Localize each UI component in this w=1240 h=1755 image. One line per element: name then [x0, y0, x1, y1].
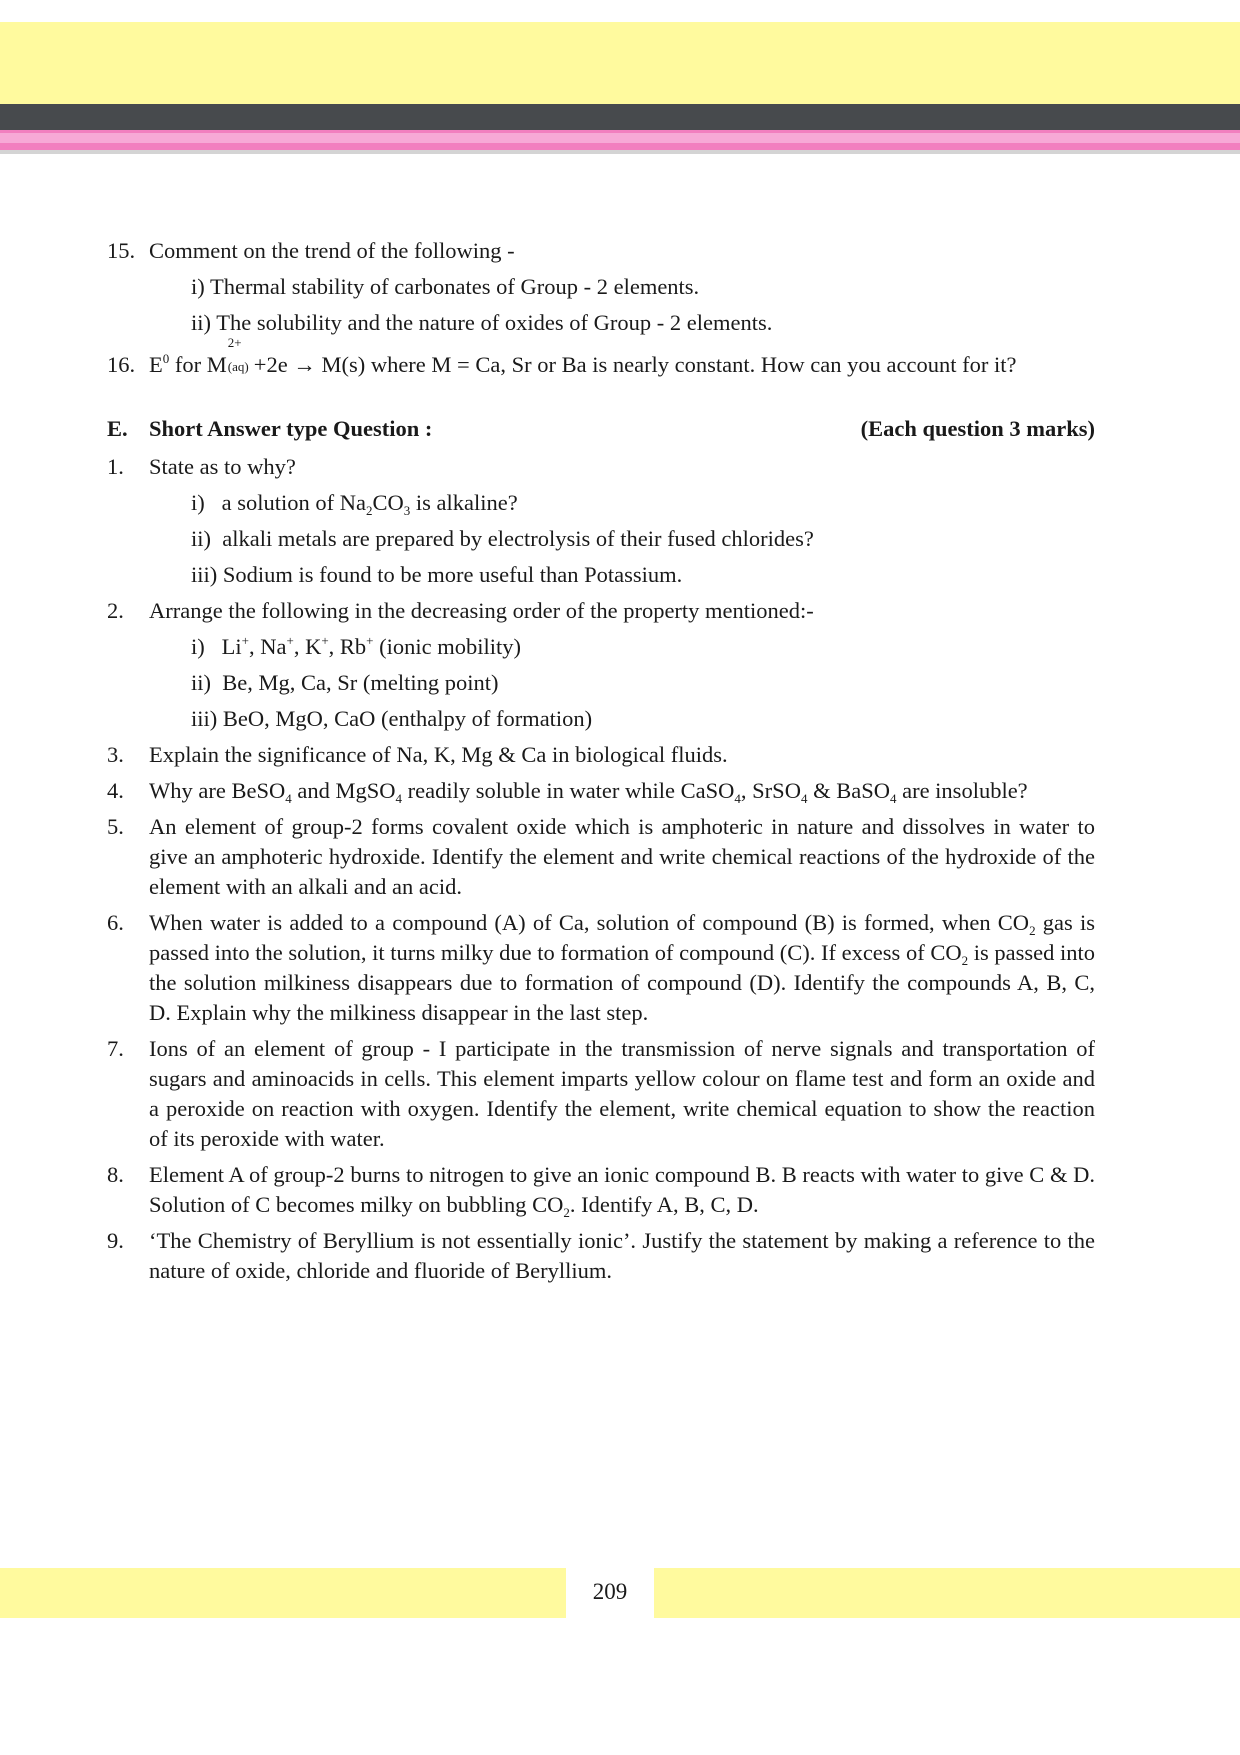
- question-e4: 4. Why are BeSO$_4$ and MgSO$_4$ readily soluble in water while CaSO$_4$, SrSO$_4$ & BaSO$_4$ are insoluble?: [107, 778, 1028, 806]
- question-e8: 8. Element A of group-2 burns to nitrogen to give an ionic compound B. B reacts with water to give C & D. Solution of C becomes milky on bubbling $CO_2$. Identify A, B, C, D.: [107, 1162, 1095, 1220]
- question-e2-part-i: i) Li+, Na+, K+, Rb+ (ionic mobility): [191, 633, 521, 659]
- question-15: 15. Comment on the trend of the following - i) Thermal stability of carbonates of Group - 2 elements. ii) The solubility and the nature of oxides of Group - 2 elements.: [107, 236, 1095, 338]
- question-e3: 3. Explain the significance of Na, K, Mg & Ca in biological fluids.: [107, 742, 728, 767]
- question-15-part-i: i) Thermal stability of carbonates of Group - 2 elements.: [191, 274, 700, 299]
- question-e1: 1. State as to why? i) a solution of $Na_2CO_3$ is alkaline? ii) alkali metals are prepared by electrolysis of their fused chlorides? iii) Sodium is found to be more useful than Potassium.: [107, 452, 1095, 590]
- question-e1-part-iii: iii) Sodium is found to be more useful than Potassium.: [191, 562, 683, 587]
- question-e1-part-i: i) a solution of $Na_2CO_3$ is alkaline?: [191, 490, 518, 518]
- section-title: Short Answer type Question :: [149, 416, 433, 441]
- question-e9: 9. ‘The Chemistry of Beryllium is not essentially ionic’. Justify the statement by making a reference to the nature of oxide, chloride and fluoride of Beryllium.: [107, 1228, 1095, 1283]
- section-e-heading: E. Short Answer type Question : (Each question 3 marks): [107, 414, 1095, 444]
- header-dark-band: [0, 104, 1240, 130]
- footer-band-right: [654, 1568, 1240, 1618]
- question-15-part-ii: ii) The solubility and the nature of oxides of Group - 2 elements.: [191, 310, 773, 335]
- section-marks: (Each question 3 marks): [860, 416, 1095, 441]
- question-e2-part-iii: iii) BeO, MgO, CaO (enthalpy of formation): [191, 706, 593, 731]
- header-divider: [0, 150, 1240, 154]
- question-e7: 7. Ions of an element of group - I participate in the transmission of nerve signals and transportation of sugars and aminoacids in cells. This element imparts yellow colour on flame test and form an oxide and a peroxide on reaction with oxygen. Identify the element, write chemical equation to show the reaction of its peroxide with water.: [107, 1036, 1095, 1151]
- page-content: [107, 236, 1095, 1292]
- question-16: 16. $E^0$ for M 2+ (aq) +2e → M(s) where M = Ca, Sr or Ba is nearly constant. How can you account for it?: [107, 335, 1017, 377]
- page-number: 209: [592, 1579, 628, 1604]
- footer-band-left: [0, 1568, 566, 1618]
- header-yellow-band: [0, 22, 1240, 104]
- header-pink-band: [0, 130, 1240, 150]
- question-e2-part-ii: ii) Be, Mg, Ca, Sr (melting point): [191, 670, 499, 695]
- question-e1-part-ii: ii) alkali metals are prepared by electrolysis of their fused chlorides?: [191, 526, 814, 551]
- question-e2: 2. Arrange the following in the decreasing order of the property mentioned:- i) Li+, Na+, K+, Rb+ (ionic mobility) ii) Be, Mg, Ca, Sr (melting point) iii) BeO, MgO, CaO (enthalpy of formation): [107, 596, 1095, 734]
- question-e6: 6. When water is added to a compound (A) of Ca, solution of compound (B) is formed, when $CO_2$ gas is passed into the solution, it turns milky due to formation of compound (C). If excess of $CO_2$ is passed into the solution milkiness disappears due to formation of compound (D). Identify the compounds A, B, C, D. Explain why the milkiness disappear in the last step.: [107, 910, 1096, 1025]
- question-e5: 5. An element of group-2 forms covalent oxide which is amphoteric in nature and dissolves in water to give an amphoteric hydroxide. Identify the element and write chemical reactions of the hydroxide of the element with an alkali and an acid.: [107, 814, 1095, 899]
